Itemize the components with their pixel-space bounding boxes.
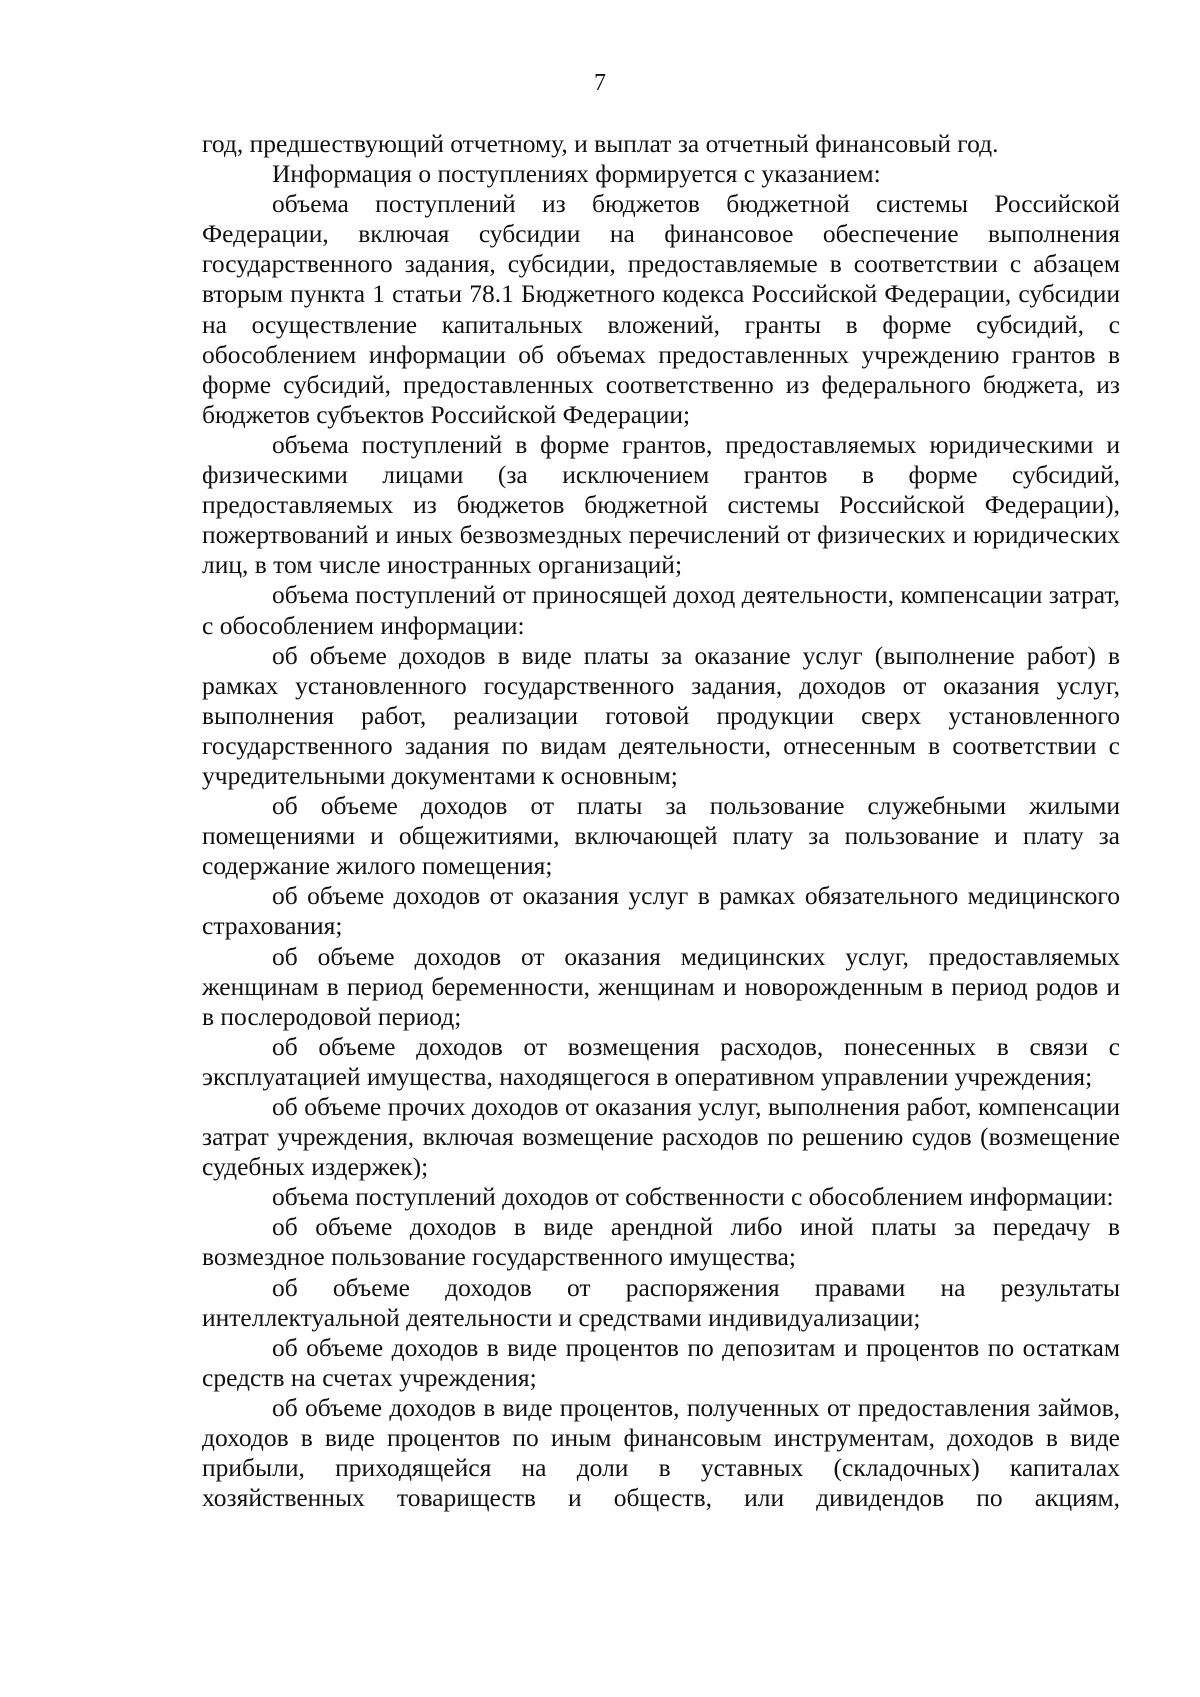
page-number: 7 xyxy=(594,70,606,96)
paragraph-housing-fees: об объеме доходов от платы за пользование служебными жилыми помещениями и общежитиями, включающей плату за пользование и плату за содержание жилого помещения; xyxy=(202,791,1120,881)
document-body xyxy=(202,129,1120,1513)
paragraph-intellectual-property: об объеме доходов от распоряжения правами на результаты интеллектуальной деятельности и средствами индивидуализации; xyxy=(202,1272,1120,1332)
paragraph-budget-receipts: объема поступлений из бюджетов бюджетной системы Российской Федерации, включая субсидии на финансовое обеспечение выполнения государственного задания, субсидии, предоставляемые в соответствии с абзацем вторым пункта 1 статьи 78.1 Бюджетного кодекса Российской Федерации, субсидии на осуществление капитальных вложений, гранты в форме субсидий, с обособлением информации об объемах предоставленных учреждению грантов в форме субсидий, предоставленных соответственно из федерального бюджета, из бюджетов субъектов Российской Федерации; xyxy=(202,189,1120,429)
paragraph-property-expenses: об объеме доходов от возмещения расходов, понесенных в связи с эксплуатацией имущества, находящегося в оперативном управлении учреждения; xyxy=(202,1031,1120,1091)
paragraph-maternity-services: об объеме доходов от оказания медицинских услуг, предоставляемых женщинам в период беременности, женщинам и новорожденным в период родов и в послеродовой период; xyxy=(202,941,1120,1031)
paragraph-deposit-interest: об объеме доходов в виде процентов по депозитам и процентов по остаткам средств на счетах учреждения; xyxy=(202,1332,1120,1392)
paragraph-service-fees: об объеме доходов в виде платы за оказание услуг (выполнение работ) в рамках установленного государственного задания, доходов от оказания услуг, выполнения работ, реализации готовой продукции сверх установленного государственного задания по видам деятельности, отнесенным в соответствии с учредительными документами к основным; xyxy=(202,640,1120,790)
paragraph-income-info-intro: Информация о поступлениях формируется с указанием: xyxy=(272,159,881,189)
paragraph-other-income: об объеме прочих доходов от оказания услуг, выполнения работ, компенсации затрат учреждения, включая возмещение расходов по решению судов (возмещение судебных издержек); xyxy=(202,1092,1120,1182)
paragraph-medical-insurance: об объеме доходов от оказания услуг в рамках обязательного медицинского страхования; xyxy=(202,881,1120,941)
paragraph-continuation: год, предшествующий отчетному, и выплат за отчетный финансовый год. xyxy=(202,129,999,158)
paragraph-rent-income: об объеме доходов в виде арендной либо иной платы за передачу в возмездное пользование государственного имущества; xyxy=(202,1212,1120,1272)
paragraph-grants-receipts: объема поступлений в форме грантов, предоставляемых юридическими и физическими лицами (за исключением грантов в форме субсидий, предоставляемых из бюджетов бюджетной системы Российской Федерации), пожертвований и иных безвозмездных перечислений от физических и юридических лиц, в том числе иностранных организаций; xyxy=(202,429,1120,580)
paragraph-property-income: объема поступлений доходов от собственности с обособлением информации: xyxy=(272,1182,1114,1212)
paragraph-loan-interest: об объеме доходов в виде процентов, полученных от предоставления займов, доходов в виде процентов по иным финансовым инструментам, доходов в виде прибыли, приходящейся на доли в уставных (складочных) капиталах хозяйственных товариществ и обществ, или дивидендов по акциям, xyxy=(202,1392,1120,1513)
paragraph-income-activity: объема поступлений от приносящей доход деятельности, компенсации затрат, с обособлением информации: xyxy=(202,580,1120,640)
